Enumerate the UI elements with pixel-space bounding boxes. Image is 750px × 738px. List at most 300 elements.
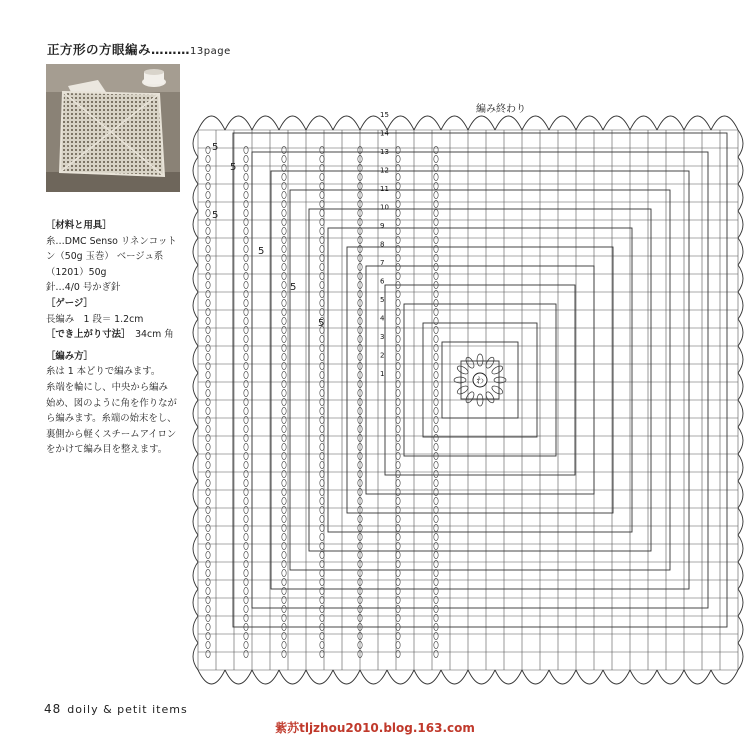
method-line: 糸端を輪にし、中央から編み <box>46 381 168 393</box>
scallop <box>738 238 743 265</box>
chain-stitch <box>320 524 324 531</box>
chain-stitch <box>396 209 400 216</box>
scallop <box>193 454 198 481</box>
chain-stitch <box>282 290 286 297</box>
method-line: 始め、図のように角を作りなが <box>46 397 177 409</box>
chain-stitch <box>320 452 324 459</box>
chain-stitch <box>244 443 248 450</box>
chain-stitch <box>282 605 286 612</box>
chain-stitch <box>244 587 248 594</box>
chain-stitch <box>434 497 438 504</box>
chain-stitch <box>396 515 400 522</box>
chain-stitch <box>282 425 286 432</box>
chain-stitch <box>434 254 438 261</box>
row-number: 10 <box>380 203 389 212</box>
chain-stitch <box>282 317 286 324</box>
chain-stitch <box>434 650 438 657</box>
scallop <box>738 454 743 481</box>
scallop <box>711 116 738 130</box>
chain-stitch <box>320 308 324 315</box>
chain-stitch <box>320 371 324 378</box>
chain-stitch <box>244 470 248 477</box>
chain-stitch <box>282 299 286 306</box>
chain-stitch <box>244 605 248 612</box>
chain-stitch <box>396 641 400 648</box>
chain-stitch <box>396 524 400 531</box>
scallop <box>333 116 360 130</box>
chain-stitch <box>396 488 400 495</box>
chain-stitch <box>206 209 210 216</box>
chain-stitch <box>396 308 400 315</box>
gauge-heading: ［ゲージ］ <box>46 297 93 309</box>
scallop <box>441 116 468 130</box>
chain-stitch <box>434 542 438 549</box>
chain-stitch <box>434 200 438 207</box>
chain-stitch <box>244 569 248 576</box>
chain-stitch <box>206 308 210 315</box>
chain-stitch <box>206 497 210 504</box>
chain-stitch <box>434 632 438 639</box>
chain-stitch <box>206 551 210 558</box>
chain-stitch <box>434 614 438 621</box>
chain-stitch <box>396 299 400 306</box>
scallop <box>576 116 603 130</box>
chain-stitch <box>396 407 400 414</box>
chain-stitch <box>206 380 210 387</box>
chain-stitch <box>282 191 286 198</box>
chain-stitch <box>434 263 438 270</box>
page-number: 48 <box>44 702 62 716</box>
scallop <box>193 535 198 562</box>
chain-stitch <box>244 254 248 261</box>
chain-stitch <box>320 434 324 441</box>
scallop <box>198 670 225 684</box>
materials-line: ン（50g 玉巻） ベージュ系 <box>46 251 164 263</box>
method-line: ら編みます。糸端の始末をし、 <box>46 413 177 425</box>
chain-stitch <box>320 632 324 639</box>
chain-stitch <box>320 335 324 342</box>
chain-stitch <box>282 614 286 621</box>
chain-stitch <box>434 371 438 378</box>
scallop <box>603 670 630 684</box>
chain-stitch <box>320 443 324 450</box>
chain-stitch <box>434 569 438 576</box>
chain-stitch <box>320 506 324 513</box>
chain-stitch <box>396 416 400 423</box>
center-ring-label: わ <box>476 376 484 385</box>
chain-stitch <box>282 461 286 468</box>
chain-loop <box>456 384 469 395</box>
row-number: 4 <box>380 314 385 323</box>
chain-stitch <box>206 506 210 513</box>
chain-stitch <box>244 641 248 648</box>
scallop <box>387 670 414 684</box>
page-reference: 13page <box>190 46 231 57</box>
chain-stitch <box>282 308 286 315</box>
chain-stitch <box>320 164 324 171</box>
chain-stitch <box>282 263 286 270</box>
chain-stitch <box>206 182 210 189</box>
chain-stitch <box>244 551 248 558</box>
chain-stitch <box>320 290 324 297</box>
chain-stitch <box>206 578 210 585</box>
page-footer <box>44 702 188 716</box>
chain-stitch <box>244 632 248 639</box>
chain-stitch <box>282 497 286 504</box>
chain-stitch <box>434 326 438 333</box>
scallop <box>738 562 743 589</box>
chain-stitch <box>244 515 248 522</box>
chain-stitch <box>320 488 324 495</box>
scallop <box>198 116 225 130</box>
stitch-count-label: 5 <box>230 162 237 173</box>
scallop <box>711 670 738 684</box>
chain-stitch <box>434 470 438 477</box>
scallop <box>738 157 743 184</box>
scallop <box>252 670 279 684</box>
chain-stitch <box>320 389 324 396</box>
chain-stitch <box>320 236 324 243</box>
chain-stitch <box>396 272 400 279</box>
chain-stitch <box>282 281 286 288</box>
chain-stitch <box>396 173 400 180</box>
chain-stitch <box>282 326 286 333</box>
chain-stitch <box>244 506 248 513</box>
chain-stitch <box>282 407 286 414</box>
chain-stitch <box>434 461 438 468</box>
chain-stitch <box>206 146 210 153</box>
chain-stitch <box>396 353 400 360</box>
scallop <box>306 116 333 130</box>
chain-stitch <box>320 551 324 558</box>
method-heading: ［編み方］ <box>46 350 93 362</box>
scallop <box>738 535 743 562</box>
chain-stitch <box>282 506 286 513</box>
scallop <box>738 616 743 643</box>
chain-stitch <box>282 416 286 423</box>
scallop <box>468 116 495 130</box>
chain-stitch <box>434 245 438 252</box>
chain-stitch <box>282 542 286 549</box>
chain-stitch <box>244 461 248 468</box>
chain-stitch <box>244 560 248 567</box>
chain-stitch <box>206 173 210 180</box>
scallop <box>495 670 522 684</box>
size-value: 34cm 角 <box>135 329 174 341</box>
chain-stitch <box>244 272 248 279</box>
chain-stitch <box>434 227 438 234</box>
chain-stitch <box>396 443 400 450</box>
chain-stitch <box>396 191 400 198</box>
chain-stitch <box>434 596 438 603</box>
scallop <box>193 481 198 508</box>
chain-stitch <box>206 371 210 378</box>
chain-stitch <box>282 254 286 261</box>
chain-loop <box>491 384 504 395</box>
chain-loop <box>491 364 504 375</box>
chain-stitch <box>282 362 286 369</box>
chain-stitch <box>282 452 286 459</box>
chain-stitch <box>434 272 438 279</box>
chain-stitch <box>206 281 210 288</box>
chain-loop <box>464 391 475 404</box>
chain-stitch <box>320 569 324 576</box>
chain-stitch <box>282 146 286 153</box>
chain-stitch <box>206 515 210 522</box>
scallop <box>738 643 743 670</box>
chain-stitch <box>434 488 438 495</box>
scallop <box>333 670 360 684</box>
chain-stitch <box>282 389 286 396</box>
row-number: 9 <box>380 222 385 230</box>
chain-stitch <box>396 569 400 576</box>
chain-stitch <box>282 182 286 189</box>
chain-stitch <box>434 308 438 315</box>
chain-stitch <box>396 542 400 549</box>
chain-stitch <box>244 173 248 180</box>
chain-stitch <box>282 434 286 441</box>
chain-stitch <box>206 587 210 594</box>
chain-stitch <box>396 290 400 297</box>
chain-stitch <box>244 434 248 441</box>
chain-stitch <box>244 362 248 369</box>
chain-stitch <box>320 173 324 180</box>
chain-stitch <box>320 218 324 225</box>
chain-stitch <box>282 398 286 405</box>
method-line: 裏側から軽くスチームアイロン <box>46 428 177 440</box>
chain-stitch <box>206 362 210 369</box>
chain-stitch <box>434 389 438 396</box>
chain-stitch <box>244 155 248 162</box>
chain-stitch <box>434 416 438 423</box>
chain-stitch <box>244 497 248 504</box>
chain-stitch <box>434 587 438 594</box>
chain-stitch <box>206 335 210 342</box>
chain-stitch <box>244 596 248 603</box>
chain-stitch <box>244 326 248 333</box>
scallop <box>279 670 306 684</box>
row-number: 15 <box>380 111 389 119</box>
chain-stitch <box>320 470 324 477</box>
watermark: 紫苏tljzhou2010.blog.163.com <box>275 721 475 735</box>
scallop <box>252 116 279 130</box>
chain-stitch <box>320 542 324 549</box>
materials-line: （1201）50g <box>46 266 107 278</box>
chain-stitch <box>434 515 438 522</box>
chain-stitch <box>282 371 286 378</box>
chain-stitch <box>206 236 210 243</box>
row-number: 7 <box>380 259 385 267</box>
chain-stitch <box>320 425 324 432</box>
chain-stitch <box>206 407 210 414</box>
chain-stitch <box>434 299 438 306</box>
chain-stitch <box>434 641 438 648</box>
chain-stitch <box>396 470 400 477</box>
chain-stitch <box>396 605 400 612</box>
chain-stitch <box>244 281 248 288</box>
chain-stitch <box>282 209 286 216</box>
chain-stitch <box>244 479 248 486</box>
chain-stitch <box>244 407 248 414</box>
scallop <box>738 373 743 400</box>
chain-stitch <box>396 389 400 396</box>
chain-stitch <box>320 587 324 594</box>
chain-stitch <box>396 650 400 657</box>
chain-stitch <box>282 335 286 342</box>
chain-stitch <box>320 182 324 189</box>
scallop <box>738 292 743 319</box>
footer-section: doily & petit items <box>67 703 188 716</box>
chain-stitch <box>320 344 324 351</box>
chain-stitch <box>320 641 324 648</box>
chain-stitch <box>206 461 210 468</box>
chain-stitch <box>244 353 248 360</box>
chain-stitch <box>320 407 324 414</box>
chain-stitch <box>320 614 324 621</box>
chain-stitch <box>434 209 438 216</box>
scallop <box>738 211 743 238</box>
stitch-count-label: 5 <box>290 282 297 293</box>
chain-stitch <box>282 218 286 225</box>
scallop <box>630 670 657 684</box>
chain-stitch <box>206 623 210 630</box>
chain-stitch <box>396 398 400 405</box>
chain-stitch <box>244 263 248 270</box>
chain-stitch <box>320 605 324 612</box>
scallop <box>738 427 743 454</box>
chain-stitch <box>434 398 438 405</box>
chain-stitch <box>282 443 286 450</box>
chain-stitch <box>282 650 286 657</box>
chain-stitch <box>282 200 286 207</box>
chain-stitch <box>282 164 286 171</box>
chain-stitch <box>206 218 210 225</box>
chain-stitch <box>320 146 324 153</box>
scallop <box>738 589 743 616</box>
chain-loop <box>456 364 469 375</box>
chain-stitch <box>434 155 438 162</box>
chain-stitch <box>434 335 438 342</box>
scallop <box>193 238 198 265</box>
chain-stitch <box>282 551 286 558</box>
chain-stitch <box>320 479 324 486</box>
row-number: 14 <box>380 129 389 138</box>
chain-stitch <box>244 650 248 657</box>
scallop <box>738 481 743 508</box>
title-dots: ……… <box>151 42 191 57</box>
method-line: をかけて編み目を整えます。 <box>46 444 168 456</box>
chain-stitch <box>206 344 210 351</box>
chain-stitch <box>396 497 400 504</box>
chain-stitch <box>434 551 438 558</box>
chain-stitch <box>206 569 210 576</box>
chain-stitch <box>206 533 210 540</box>
chain-stitch <box>206 398 210 405</box>
chain-stitch <box>434 524 438 531</box>
chain-stitch <box>434 344 438 351</box>
chain-stitch <box>320 578 324 585</box>
chain-stitch <box>244 398 248 405</box>
scallop <box>193 346 198 373</box>
chain-stitch <box>434 533 438 540</box>
chain-stitch <box>206 200 210 207</box>
chain-stitch <box>244 182 248 189</box>
chain-stitch <box>206 632 210 639</box>
cup-icon <box>142 69 166 87</box>
chain-stitch <box>282 632 286 639</box>
square-doily-photo <box>46 64 180 192</box>
chain-stitch <box>206 353 210 360</box>
chain-stitch <box>206 245 210 252</box>
chain-stitch <box>206 542 210 549</box>
end-label: 編み終わり <box>476 104 526 115</box>
chain-stitch <box>206 389 210 396</box>
chain-stitch <box>244 488 248 495</box>
chain-stitch <box>396 263 400 270</box>
chain-stitch <box>396 596 400 603</box>
chain-stitch <box>282 470 286 477</box>
method-line: 糸は 1 本どりで編みます。 <box>46 366 161 378</box>
chain-stitch <box>396 164 400 171</box>
page-title <box>47 40 231 58</box>
scallop <box>414 670 441 684</box>
scallop <box>193 292 198 319</box>
chain-stitch <box>434 191 438 198</box>
chain-stitch <box>244 317 248 324</box>
scallop <box>738 508 743 535</box>
chain-stitch <box>320 281 324 288</box>
scallop <box>522 670 549 684</box>
chain-stitch <box>396 146 400 153</box>
scallop <box>495 116 522 130</box>
chain-stitch <box>244 380 248 387</box>
scallop <box>225 116 252 130</box>
chain-stitch <box>244 191 248 198</box>
chain-stitch <box>396 452 400 459</box>
scallop <box>193 211 198 238</box>
chain-stitch <box>244 614 248 621</box>
chain-stitch <box>244 227 248 234</box>
chain-stitch <box>282 596 286 603</box>
scallop <box>441 670 468 684</box>
chain-stitch <box>244 524 248 531</box>
chain-stitch <box>320 353 324 360</box>
row-number: 2 <box>380 351 385 360</box>
scallop <box>549 670 576 684</box>
chain-stitch <box>282 641 286 648</box>
chain-stitch <box>282 353 286 360</box>
chain-stitch <box>244 209 248 216</box>
chain-stitch <box>396 245 400 252</box>
chain-stitch <box>320 200 324 207</box>
chain-stitch <box>282 272 286 279</box>
chart-grid <box>198 130 738 670</box>
scallop <box>657 116 684 130</box>
chain-stitch <box>244 335 248 342</box>
chain-stitch <box>320 362 324 369</box>
row-number: 11 <box>380 185 389 193</box>
chain-stitch <box>320 398 324 405</box>
chain-stitch <box>282 236 286 243</box>
chain-stitch <box>206 524 210 531</box>
scallop <box>193 427 198 454</box>
chain-stitch <box>434 407 438 414</box>
chain-stitch <box>434 560 438 567</box>
chain-stitch <box>244 578 248 585</box>
chain-stitch <box>206 614 210 621</box>
chain-stitch <box>434 236 438 243</box>
chain-stitch <box>206 263 210 270</box>
